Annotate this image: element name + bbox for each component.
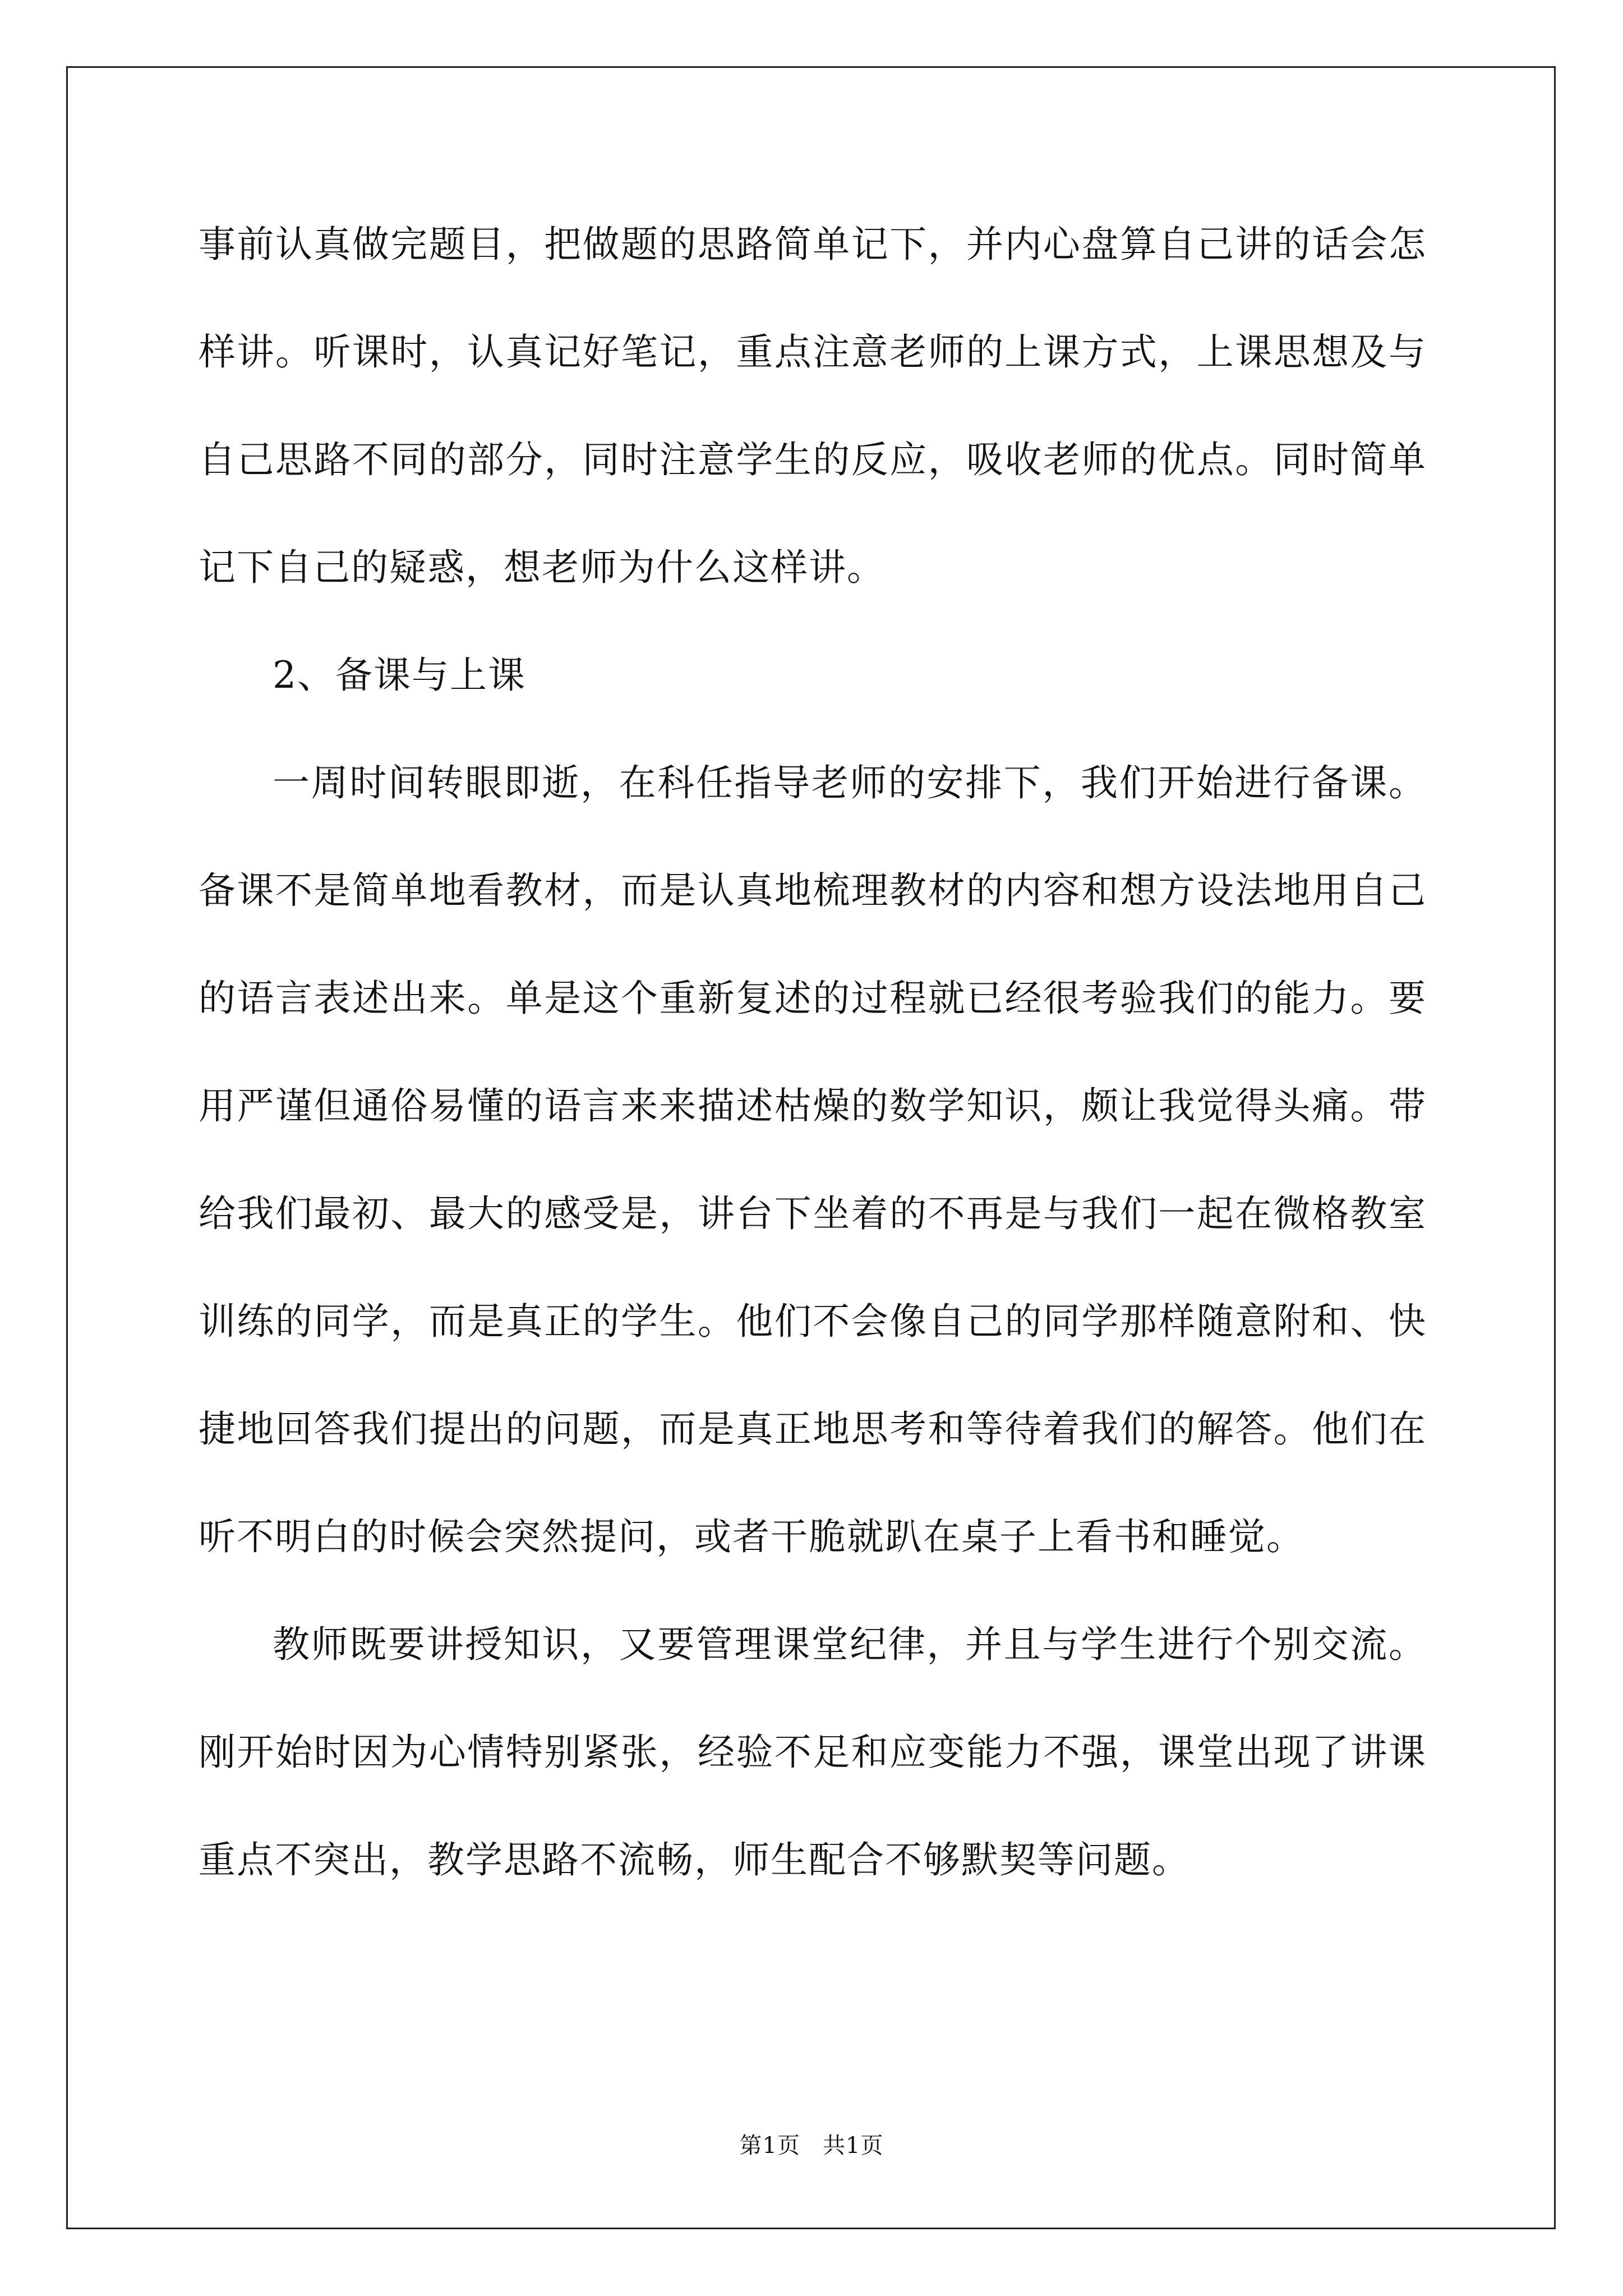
document-body: [199, 191, 1427, 1914]
paragraph-1: 事前认真做完题目，把做题的思路简单记下，并内心盘算自己讲的话会怎样讲。听课时，认真记好笔记，重点注意老师的上课方式，上课思想及与自己思路不同的部分，同时注意学生的反应，吸收老师的优点。同时简单记下自己的疑惑，想老师为什么这样讲。: [199, 223, 1427, 589]
paragraph-2: 一周时间转眼即逝，在科任指导老师的安排下，我们开始进行备课。备课不是简单地看教材，而是认真地梳理教材的内容和想方设法地用自己的语言表述出来。单是这个重新复述的过程就已经很考验我们的能力。要用严谨但通俗易懂的语言来来描述枯燥的数学知识，颇让我觉得头痛。带给我们最初、最大的感受是，讲台下坐着的不再是与我们一起在微格教室训练的同学，而是真正的学生。他们不会像自己的同学那样随意附和、快捷地回答我们提出的问题，而是真正地思考和等待着我们的解答。他们在听不明白的时候会突然提问，或者干脆就趴在桌子上看书和睡觉。: [199, 761, 1427, 1558]
page-footer: [0, 2132, 1623, 2160]
section-heading: 2、备课与上课: [273, 654, 526, 697]
page-number: 第1页: [739, 2133, 800, 2159]
paragraph-3: 教师既要讲授知识，又要管理课堂纪律，并且与学生进行个别交流。刚开始时因为心情特别紧张，经验不足和应变能力不强，课堂出现了讲课重点不突出，教学思路不流畅，师生配合不够默契等问题。: [199, 1623, 1427, 1881]
page-total: 共1页: [823, 2133, 884, 2159]
